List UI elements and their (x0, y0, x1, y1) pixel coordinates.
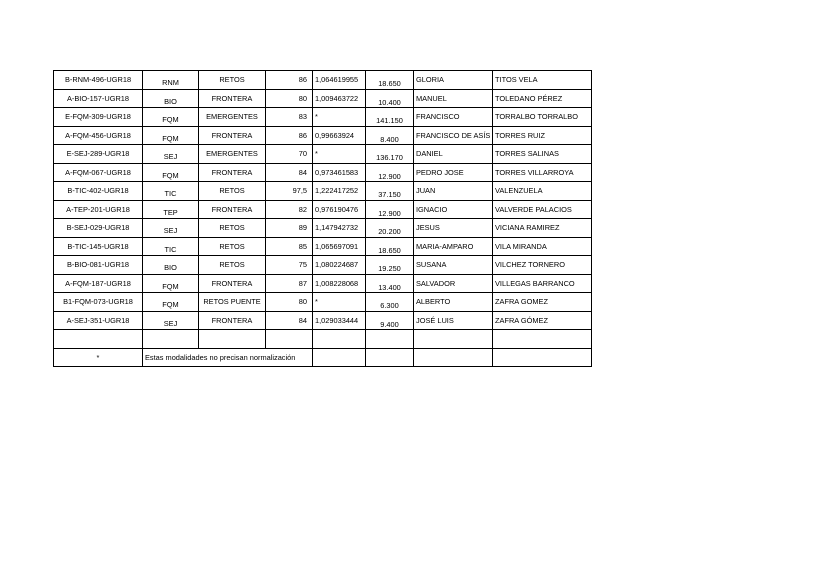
area-cell: RNM (143, 71, 199, 90)
area-cell: FQM (143, 274, 199, 293)
first-name-cell: GLORIA (414, 71, 493, 90)
empty-cell (414, 330, 493, 349)
modality-cell: EMERGENTES (199, 108, 266, 127)
score-cell: 89 (266, 219, 313, 238)
coefficient-cell: 1,222417252 (313, 182, 366, 201)
score-cell: 84 (266, 163, 313, 182)
area-cell: FQM (143, 163, 199, 182)
footnote-text: Estas modalidades no precisan normalización (143, 348, 313, 367)
amount-cell: 12.900 (366, 200, 414, 219)
amount-cell: 20.200 (366, 219, 414, 238)
first-name-cell: SUSANA (414, 256, 493, 275)
project-code-cell: A-BIO-157-UGR18 (54, 89, 143, 108)
table-row (54, 200, 592, 219)
empty-cell (313, 330, 366, 349)
first-name-cell: FRANCISCO (414, 108, 493, 127)
area-cell: BIO (143, 256, 199, 275)
surname-cell: VILLEGAS BARRANCO (493, 274, 592, 293)
empty-cell (143, 330, 199, 349)
amount-cell: 6.300 (366, 293, 414, 312)
empty-cell (313, 348, 366, 367)
score-cell: 70 (266, 145, 313, 164)
empty-cell (266, 330, 313, 349)
coefficient-cell: * (313, 293, 366, 312)
first-name-cell: PEDRO JOSE (414, 163, 493, 182)
coefficient-cell: * (313, 108, 366, 127)
modality-cell: RETOS (199, 237, 266, 256)
modality-cell: EMERGENTES (199, 145, 266, 164)
empty-row (54, 330, 592, 349)
first-name-cell: SALVADOR (414, 274, 493, 293)
score-cell: 75 (266, 256, 313, 275)
score-cell: 80 (266, 293, 313, 312)
coefficient-cell: 0,99663924 (313, 126, 366, 145)
coefficient-cell: 0,976190476 (313, 200, 366, 219)
amount-cell: 19.250 (366, 256, 414, 275)
score-cell: 97,5 (266, 182, 313, 201)
surname-cell: VILCHEZ TORNERO (493, 256, 592, 275)
area-cell: SEJ (143, 145, 199, 164)
surname-cell: TORRES RUIZ (493, 126, 592, 145)
score-cell: 82 (266, 200, 313, 219)
project-code-cell: B-BIO-081-UGR18 (54, 256, 143, 275)
first-name-cell: FRANCISCO DE ASÍS (414, 126, 493, 145)
area-cell: BIO (143, 89, 199, 108)
modality-cell: FRONTERA (199, 89, 266, 108)
surname-cell: ZAFRA GÓMEZ (493, 311, 592, 330)
project-code-cell: A-FQM-187-UGR18 (54, 274, 143, 293)
table-row (54, 89, 592, 108)
modality-cell: FRONTERA (199, 126, 266, 145)
project-code-cell: B1-FQM-073-UGR18 (54, 293, 143, 312)
first-name-cell: MARIA-AMPARO (414, 237, 493, 256)
amount-cell: 18.650 (366, 71, 414, 90)
area-cell: TIC (143, 237, 199, 256)
modality-cell: RETOS (199, 182, 266, 201)
score-cell: 86 (266, 126, 313, 145)
first-name-cell: ALBERTO (414, 293, 493, 312)
area-cell: SEJ (143, 219, 199, 238)
amount-cell: 8.400 (366, 126, 414, 145)
table-row (54, 126, 592, 145)
coefficient-cell: 1,065697091 (313, 237, 366, 256)
modality-cell: RETOS (199, 71, 266, 90)
amount-cell: 141.150 (366, 108, 414, 127)
project-code-cell: B-RNM-496-UGR18 (54, 71, 143, 90)
area-cell: FQM (143, 108, 199, 127)
amount-cell: 12.900 (366, 163, 414, 182)
empty-cell (366, 330, 414, 349)
area-cell: FQM (143, 126, 199, 145)
first-name-cell: IGNACIO (414, 200, 493, 219)
amount-cell: 18.650 (366, 237, 414, 256)
modality-cell: FRONTERA (199, 274, 266, 293)
area-cell: FQM (143, 293, 199, 312)
coefficient-cell: 1,147942732 (313, 219, 366, 238)
table-body (54, 71, 592, 367)
project-code-cell: E-FQM-309-UGR18 (54, 108, 143, 127)
project-code-cell: B-TIC-402-UGR18 (54, 182, 143, 201)
surname-cell: TITOS VELA (493, 71, 592, 90)
score-cell: 86 (266, 71, 313, 90)
area-cell: TEP (143, 200, 199, 219)
amount-cell: 13.400 (366, 274, 414, 293)
table-row (54, 145, 592, 164)
modality-cell: FRONTERA (199, 311, 266, 330)
first-name-cell: JOSÉ LUIS (414, 311, 493, 330)
empty-cell (493, 330, 592, 349)
empty-cell (493, 348, 592, 367)
amount-cell: 136.170 (366, 145, 414, 164)
surname-cell: VICIANA RAMIREZ (493, 219, 592, 238)
amount-cell: 10.400 (366, 89, 414, 108)
footnote-symbol: * (54, 348, 143, 367)
surname-cell: ZAFRA GOMEZ (493, 293, 592, 312)
coefficient-cell: 0,973461583 (313, 163, 366, 182)
modality-cell: FRONTERA (199, 200, 266, 219)
funding-table (53, 70, 592, 367)
table-row (54, 293, 592, 312)
coefficient-cell: * (313, 145, 366, 164)
project-code-cell: A-SEJ-351-UGR18 (54, 311, 143, 330)
area-cell: SEJ (143, 311, 199, 330)
empty-cell (199, 330, 266, 349)
project-code-cell: A-TEP-201-UGR18 (54, 200, 143, 219)
table-row (54, 71, 592, 90)
table-row (54, 163, 592, 182)
coefficient-cell: 1,009463722 (313, 89, 366, 108)
table-row (54, 274, 592, 293)
table-row (54, 256, 592, 275)
surname-cell: TORRALBO TORRALBO (493, 108, 592, 127)
project-code-cell: B-SEJ-029-UGR18 (54, 219, 143, 238)
footnote-row (54, 348, 592, 367)
coefficient-cell: 1,080224687 (313, 256, 366, 275)
empty-cell (414, 348, 493, 367)
coefficient-cell: 1,064619955 (313, 71, 366, 90)
surname-cell: TOLEDANO PÉREZ (493, 89, 592, 108)
table-row (54, 182, 592, 201)
surname-cell: TORRES SALINAS (493, 145, 592, 164)
first-name-cell: JESUS (414, 219, 493, 238)
table-row (54, 237, 592, 256)
score-cell: 80 (266, 89, 313, 108)
first-name-cell: JUAN (414, 182, 493, 201)
score-cell: 84 (266, 311, 313, 330)
modality-cell: RETOS (199, 219, 266, 238)
coefficient-cell: 1,008228068 (313, 274, 366, 293)
modality-cell: RETOS PUENTE (199, 293, 266, 312)
table-row (54, 219, 592, 238)
project-code-cell: A-FQM-456-UGR18 (54, 126, 143, 145)
surname-cell: VILA MIRANDA (493, 237, 592, 256)
project-code-cell: A-FQM-067-UGR18 (54, 163, 143, 182)
table-row (54, 311, 592, 330)
score-cell: 87 (266, 274, 313, 293)
area-cell: TIC (143, 182, 199, 201)
first-name-cell: DANIEL (414, 145, 493, 164)
surname-cell: VALENZUELA (493, 182, 592, 201)
project-code-cell: E-SEJ-289-UGR18 (54, 145, 143, 164)
score-cell: 83 (266, 108, 313, 127)
modality-cell: FRONTERA (199, 163, 266, 182)
amount-cell: 9.400 (366, 311, 414, 330)
amount-cell: 37.150 (366, 182, 414, 201)
project-code-cell: B-TIC-145-UGR18 (54, 237, 143, 256)
empty-cell (366, 348, 414, 367)
surname-cell: TORRES VILLARROYA (493, 163, 592, 182)
first-name-cell: MANUEL (414, 89, 493, 108)
coefficient-cell: 1,029033444 (313, 311, 366, 330)
modality-cell: RETOS (199, 256, 266, 275)
surname-cell: VALVERDE PALACIOS (493, 200, 592, 219)
table-row (54, 108, 592, 127)
empty-cell (54, 330, 143, 349)
score-cell: 85 (266, 237, 313, 256)
